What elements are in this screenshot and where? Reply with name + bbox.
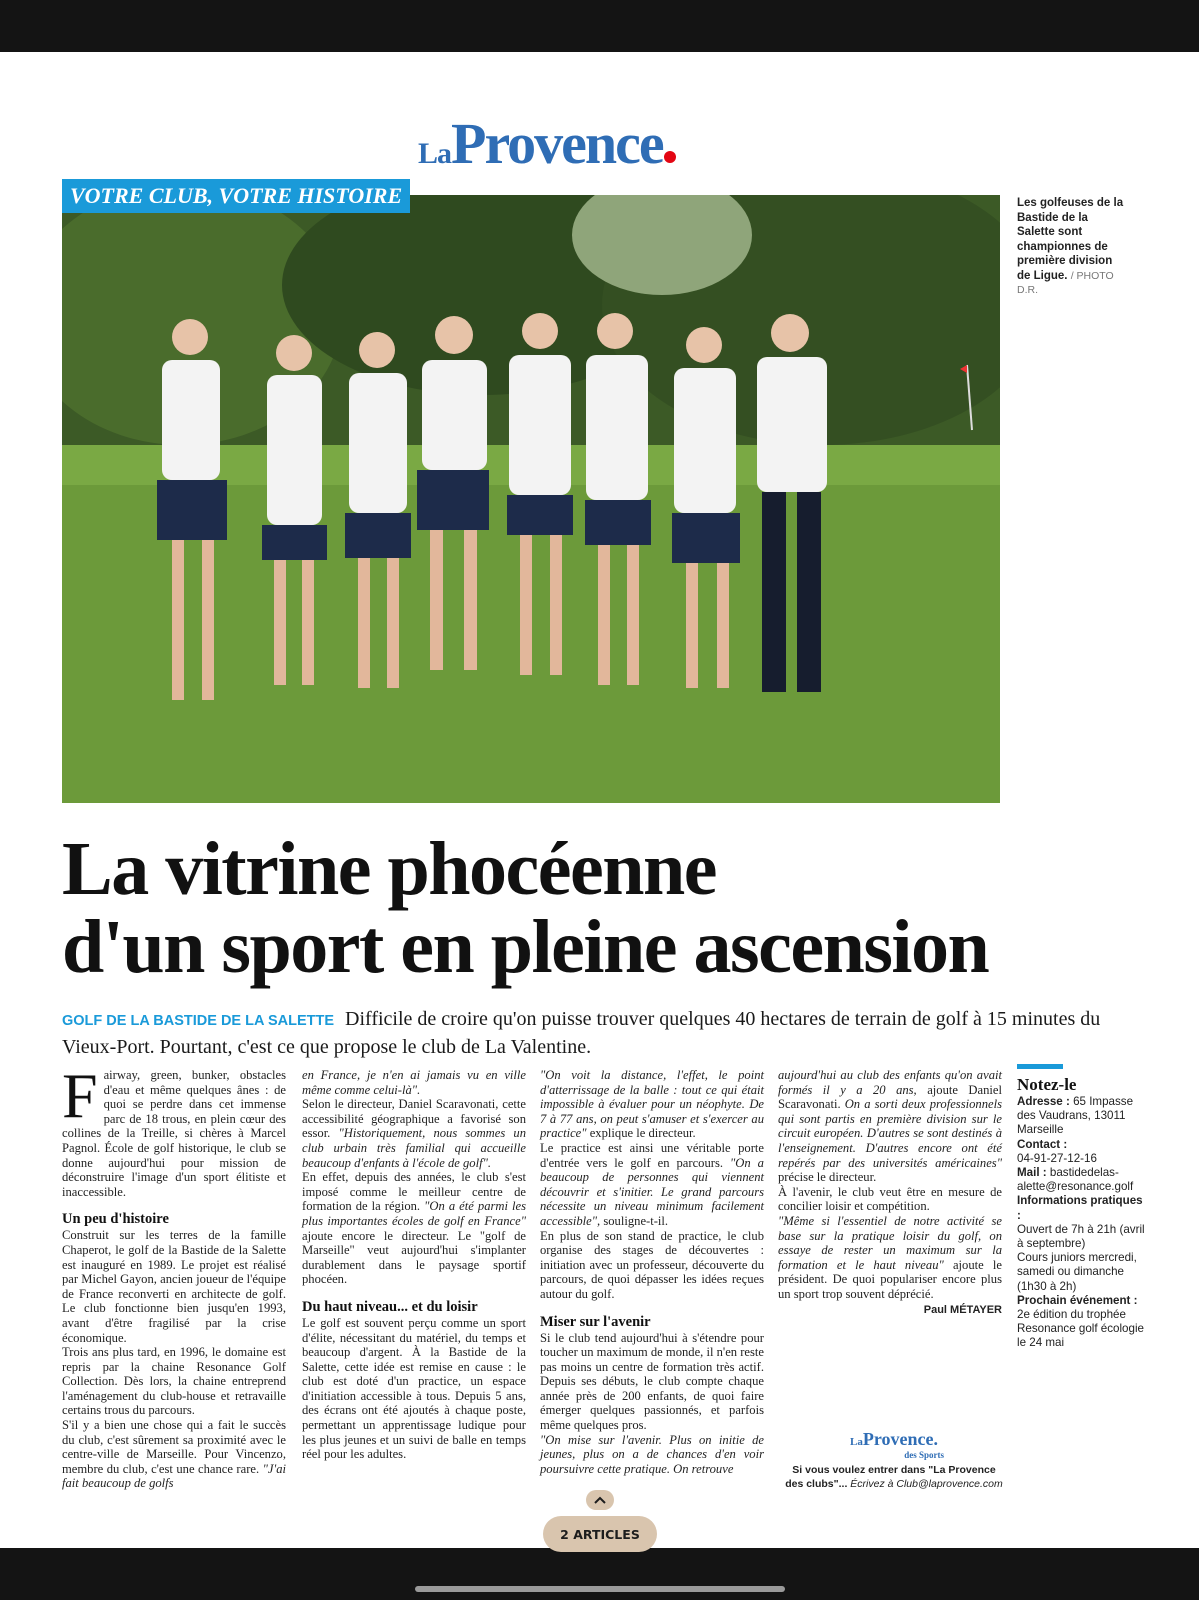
contact-label: Contact :	[1017, 1137, 1068, 1151]
subheading-future: Miser sur l'avenir	[540, 1313, 651, 1330]
headline	[62, 827, 1172, 989]
headline-line-1: La vitrine phocéenne	[62, 827, 716, 911]
quote: "On a beaucoup de personnes qui viennent découvrir et s'initier. Le grand parcours nécessite un niveau minimum facilement accessible",	[540, 1155, 764, 1228]
paragraph-text: En effet, depuis des années, le club s'est imposé comme le meilleur centre de formation de la région.	[302, 1170, 526, 1214]
quote: "On a été parmi les plus importantes écoles de golf en France"	[302, 1199, 527, 1228]
event-label: Prochain événement :	[1017, 1293, 1138, 1307]
contact-value[interactable]: 04-91-27-12-16	[1017, 1151, 1097, 1165]
team-photo-illustration	[62, 195, 1000, 803]
quote-text: "On mise sur l'avenir. Plus on initie de jeunes, plus on a de chances d'en voir poursuivre cette pratique. On retrouve	[540, 1432, 764, 1476]
paragraph: Trois ans plus tard, en 1996, le domaine est repris par la chaine Resonance Golf Collection. Dès lors, la chaine entreprend l'aménagement du club-house et retravaille certains trous du parcours.	[62, 1345, 286, 1418]
bottom-system-bar	[0, 1548, 1199, 1600]
quote: "J'ai fait beaucoup de golfs	[62, 1461, 286, 1491]
chevron-up-icon	[593, 1496, 607, 1505]
article-column-1	[62, 1060, 286, 1491]
subheading-history: Un peu d'histoire	[62, 1211, 169, 1228]
caption-text: Les golfeuses de la Bastide de la Salette sont championnes de première division de Ligue.	[1017, 197, 1124, 282]
paragraph-text: Selon le directeur, Daniel Scaravonati, cette accessibilité géographique a favorisé son essor.	[302, 1097, 526, 1141]
scroll-up-button[interactable]	[586, 1490, 614, 1510]
paragraph	[302, 1097, 526, 1170]
info-courses: Cours juniors mercredi, samedi ou dimanche (1h30 à 2h)	[1017, 1251, 1137, 1293]
promo-message: Si vous voulez entrer dans "La Provence des clubs"...	[785, 1464, 996, 1490]
paragraph	[778, 1214, 1002, 1302]
paragraph: Construit sur les terres de la famille Chaperot, le golf de la Bastide de la Salette est inauguré en 1989. Le projet est réalisé par Michel Gayon, ancien joueur de l'équipe de France reconverti en architecte de golf. Le club fonctionne bien jusqu'en 1993, avant d'être fragilisé par la crise économique.	[62, 1228, 286, 1345]
standfirst	[62, 1006, 1142, 1060]
dropcap: F	[62, 1060, 98, 1131]
intro-paragraph: airway, green, bunker, obstacles d'eau et même quelques ânes : de quoi se perdre dans cet immense parc de 18 trous, en plein cœur des collines de la Treille, si chères à Marcel Pagnol. École de golf historique, le club se donne aujourd'hui pour mission de déconstruire l'image d'un sport élitiste et inaccessible.	[62, 1068, 286, 1199]
paragraph	[62, 1418, 286, 1491]
paragraph-text: Le "golf de Marseille" veut aujourd'hui s'implanter durablement dans le paysage sportif phocéen.	[302, 1228, 526, 1287]
quote: On a sorti deux professionnels qui sont partis en première division sur le circuit européen. D'autres se sont destinés à l'enseignement. D'autres encore ont été repérés par des universités américaines"	[778, 1097, 1002, 1170]
quote: "Même si l'essentiel de notre activité se base sur la pratique loisir du golf, on essaye de rester un maximum sur la formation et le haut niveau"	[778, 1213, 1002, 1272]
home-indicator[interactable]	[415, 1586, 785, 1592]
promo-logo-name: Provence.	[862, 1429, 938, 1449]
quote: "On voit la distance, l'effet, le point d'atterrissage de la balle : tout ce qui était impossible à évaluer pour un néophyte. De 7 à 77 ans, on peut s'amuser et s'exercer au practice"	[540, 1068, 764, 1141]
quote	[302, 1068, 526, 1097]
masthead-logo	[418, 110, 676, 176]
event-value: 2e édition du trophée Resonance golf écologie le 24 mai	[1017, 1308, 1144, 1350]
article-column-2	[302, 1068, 526, 1462]
sidebox-accent-rule	[1017, 1064, 1063, 1069]
promo-logo-prefix: La	[850, 1436, 863, 1448]
paragraph-text: Le practice est ainsi une véritable porte d'entrée vers le golf en parcours.	[540, 1140, 764, 1170]
info-hours: Ouvert de 7h à 21h (avril à septembre)	[1017, 1222, 1145, 1251]
promo-email-link[interactable]: Écrivez à Club@laprovence.com	[850, 1478, 1003, 1490]
paragraph-text: S'il y a bien une chose qui a fait le succès du club, c'est sûrement sa proximité avec le centre-ville de Marseille. Pour Vincenzo, membre du club, c'est une chance rare.	[62, 1418, 286, 1476]
photo-caption	[1017, 196, 1127, 298]
promo-text	[784, 1463, 1004, 1491]
paragraph	[540, 1068, 764, 1141]
quote: "Historiquement, nous sommes un club urbain très familial qui accueille beaucoup d'enfants à l'école de golf".	[302, 1126, 526, 1170]
attribution: ajoute le président. De quoi populariser encore plus un sport trop souvent déprécié.	[778, 1257, 1002, 1301]
section-kicker: VOTRE CLUB, VOTRE HISTOIRE	[62, 179, 410, 213]
paragraph: En plus de son stand de practice, le club organise des stages de découvertes : initiation avec un professeur, découverte du parcours, de quoi dépasser les idées reçues autour du golf.	[540, 1228, 764, 1301]
attribution: ajoute Daniel Scaravonati.	[778, 1082, 1002, 1112]
top-system-bar	[0, 0, 1199, 52]
address-label: Adresse :	[1017, 1095, 1070, 1108]
articles-button[interactable]: 2 ARTICLES	[543, 1516, 657, 1552]
subheading-level: Du haut niveau... et du loisir	[302, 1298, 478, 1315]
promo-logo	[784, 1430, 1004, 1459]
paragraph: À l'avenir, le club veut être en mesure de concilier loisir et compétition.	[778, 1184, 1002, 1214]
team-photo	[62, 195, 1000, 803]
paragraph: Si le club tend aujourd'hui à s'étendre pour toucher un maximum de monde, il n'en reste pas moins un centre de formation très actif. Depuis ses débuts, le club compte chaque année près de 200 enfants, de quoi faire émerger quelques passionnés, et parfois même quelques pros.	[540, 1330, 765, 1433]
mail-label: Mail :	[1017, 1166, 1047, 1180]
promo-logo-sub: des Sports	[904, 1450, 944, 1460]
photo-credit: / PHOTO D.R.	[1017, 269, 1114, 296]
address-value: 65 Impasse des Vaudrans, 13011 Marseille	[1017, 1095, 1134, 1137]
paragraph	[778, 1068, 1002, 1185]
attribution: souligne-t-il.	[603, 1213, 669, 1228]
contact	[1017, 1138, 1147, 1166]
headline-line-2: d'un sport en pleine ascension	[62, 905, 989, 989]
paragraph	[540, 1141, 764, 1229]
masthead-prefix: La	[418, 137, 452, 170]
masthead-dot-icon	[664, 151, 676, 163]
masthead-name: Provence	[451, 111, 663, 176]
rubric-label: GOLF DE LA BASTIDE DE LA SALETTE	[62, 1013, 335, 1029]
mail	[1017, 1166, 1147, 1194]
practical-info	[1017, 1194, 1147, 1293]
paragraph	[302, 1170, 526, 1287]
paragraph-text: ajoute encore le directeur.	[302, 1228, 449, 1243]
address	[1017, 1095, 1147, 1138]
standfirst-text: Difficile de croire qu'on puisse trouver quelques 40 hectares de terrain de golf à 15 minutes du Vieux-Port. Pourtant, c'est ce que propose le club de La Valentine.	[62, 1008, 1101, 1058]
next-event	[1017, 1294, 1147, 1351]
article-column-3	[540, 1068, 764, 1476]
mail-value[interactable]: bastidedelas-alette@resonance.golf	[1017, 1166, 1134, 1194]
author-signature: Paul MÉTAYER	[923, 1303, 1002, 1316]
attribution: précise le directeur.	[778, 1170, 877, 1185]
quote	[540, 1433, 764, 1477]
quote: aujourd'hui au club des enfants qu'on avait formés il y a 20 ans,	[778, 1068, 1002, 1097]
sports-promo	[784, 1430, 1004, 1491]
paragraph: Le golf est souvent perçu comme un sport d'élite, nécessitant du matériel, du temps et beaucoup d'argent. À la Bastide de la Salette, cette idée est remise en cause : le club est doté d'un practice, un espace d'initiation accessible à tous. Depuis 5 ans, des écrans ont été ajoutés à chaque poste, permettant un apprentissage ludique pour les plus jeunes et un suivi de balle en temps réel pour les adultes.	[302, 1315, 526, 1462]
info-label: Informations pratiques :	[1017, 1194, 1143, 1222]
attribution: explique le directeur.	[589, 1126, 696, 1141]
article-column-4	[778, 1068, 1002, 1317]
quote-text: en France, je n'en ai jamais vu en ville même comme celui-là".	[302, 1068, 526, 1097]
sidebox-title: Notez-le	[1017, 1075, 1077, 1094]
info-sidebox	[1017, 1064, 1147, 1351]
